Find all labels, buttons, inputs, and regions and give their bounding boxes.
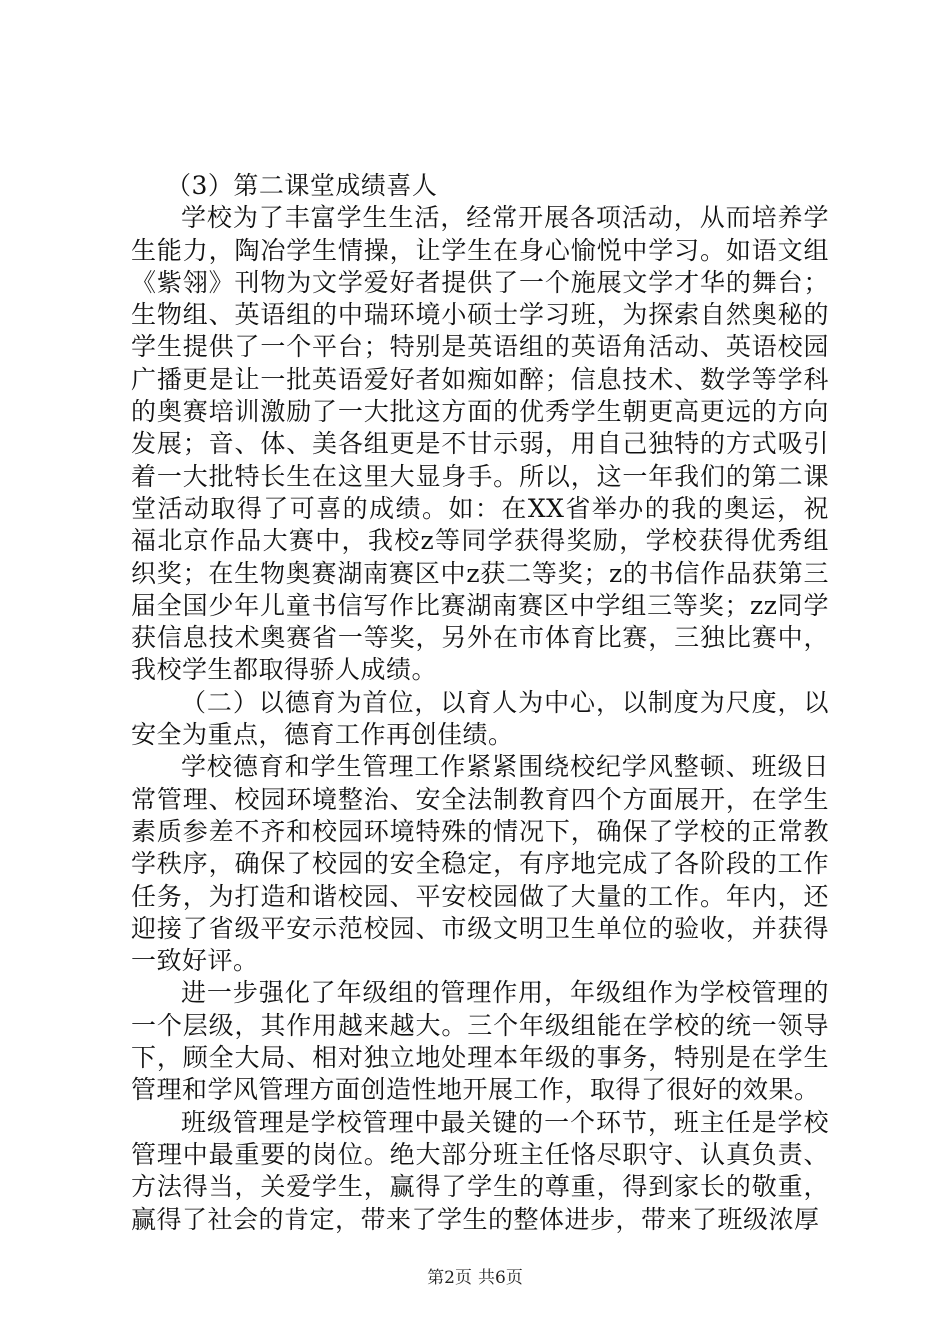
document-body <box>131 170 829 1236</box>
paragraph: 班级管理是学校管理中最关键的一个环节，班主任是学校管理中最重要的岗位。绝大部分班主任恪尽职守、认真负责、方法得当，关爱学生，赢得了学生的尊重，得到家长的敬重，赢得了社会的肯定，带来了学生的整体进步，带来了班级浓厚 <box>131 1107 829 1234</box>
page-number: 第2页 <box>427 1268 472 1288</box>
page-total: 共6页 <box>478 1268 523 1288</box>
paragraph: 学校为了丰富学生生活，经常开展各项活动，从而培养学生能力，陶冶学生情操，让学生在身心愉悦中学习。如语文组《紫翎》刊物为文学爱好者提供了一个施展文学才华的舞台；生物组、英语组的中瑞环境小硕士学习班，为探索自然奥秘的学生提供了一个平台；特别是英语组的英语角活动、英语校园广播更是让一批英语爱好者如痴如醉；信息技术、数学等学科的奥赛培训激励了一大批这方面的优秀学生朝更高更远的方向发展；音、体、美各组更是不甘示弱，用自己独特的方式吸引着一大批特长生在这里大显身手。所以，这一年我们的第二课堂活动取得了可喜的成绩。如：在XX省举办的我的奥运，祝福北京作品大赛中，我校z等同学获得奖励，学校获得优秀组织奖；在生物奥赛湖南赛区中z获二等奖；z的书信作品获第三届全国少年儿童书信写作比赛湖南赛区中学组三等奖；zz同学获信息技术奥赛省一等奖，另外在市体育比赛，三独比赛中，我校学生都取得骄人成绩。 <box>131 203 829 685</box>
paragraph: （二）以德育为首位，以育人为中心，以制度为尺度，以安全为重点，德育工作再创佳绩。 <box>131 687 829 750</box>
paragraph: 学校德育和学生管理工作紧紧围绕校纪学风整顿、班级日常管理、校园环境整治、安全法制教育四个方面展开，在学生素质参差不齐和校园环境特殊的情况下，确保了学校的正常教学秩序，确保了校园的安全稳定，有序地完成了各阶段的工作任务，为打造和谐校园、平安校园做了大量的工作。年内，还迎接了省级平安示范校园、市级文明卫生单位的验收，并获得一致好评。 <box>131 752 829 976</box>
section-heading: （3）第二课堂成绩喜人 <box>166 171 438 200</box>
page-footer <box>0 1263 950 1288</box>
paragraph: 进一步强化了年级组的管理作用，年级组作为学校管理的一个层级，其作用越来越大。三个年级组能在学校的统一领导下，顾全大局、相对独立地处理本年级的事务，特别是在学生管理和学风管理方面创造性地开展工作，取得了很好的效果。 <box>131 978 829 1105</box>
